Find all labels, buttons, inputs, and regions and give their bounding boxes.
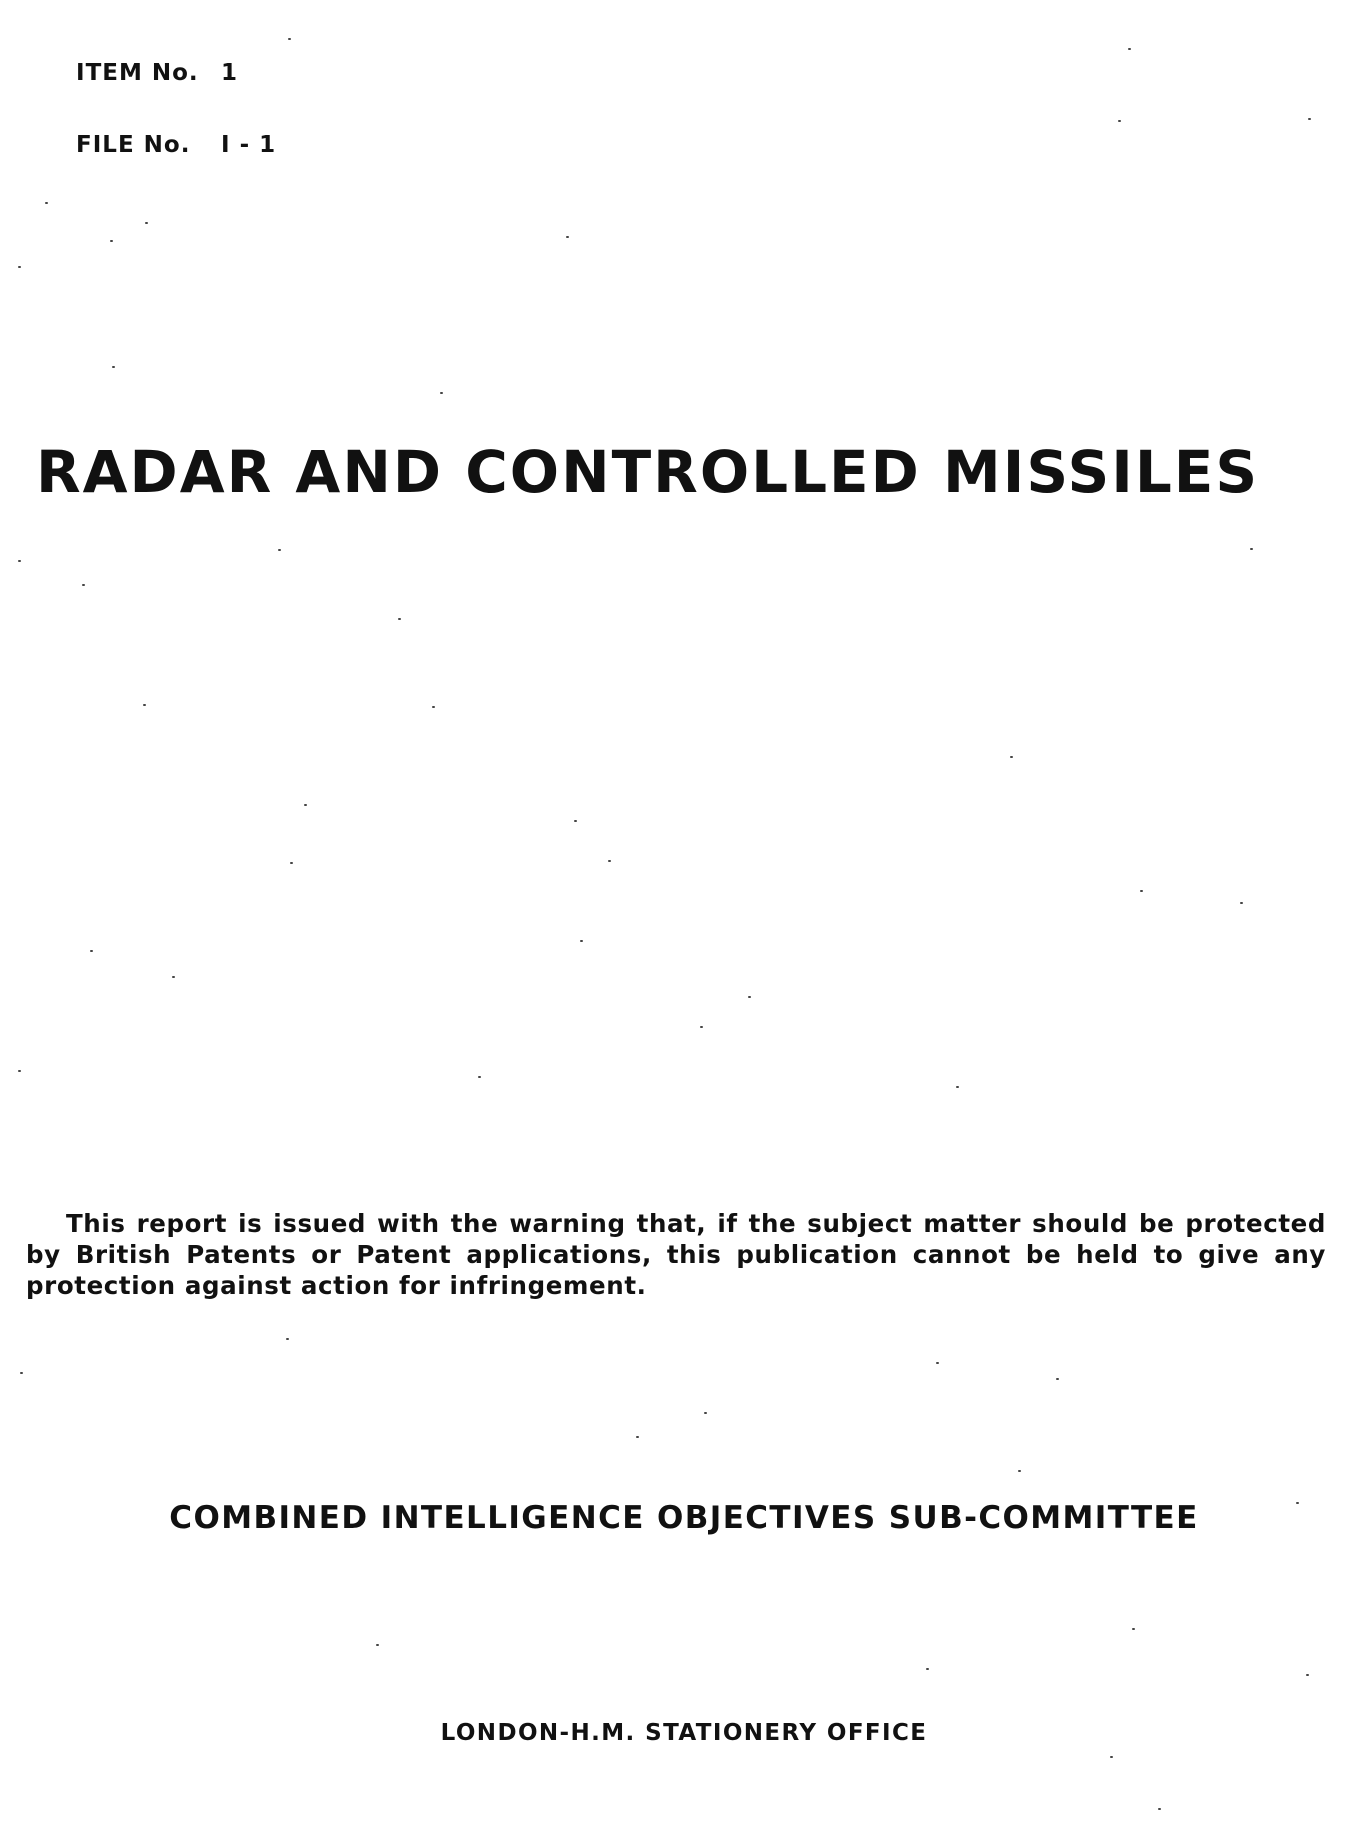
- publisher-line: LONDON-H.M. STATIONERY OFFICE: [440, 1720, 928, 1746]
- file-number-value: I - 1: [221, 132, 277, 158]
- item-number-label: ITEM No.: [76, 60, 199, 86]
- patent-warning-paragraph: This report is issued with the warning that, if the subject matter should be protected by British Patents or Patent applications, this publication cannot be held to give any protection against action for infringement.: [26, 1208, 1326, 1300]
- committee-name: COMBINED INTELLIGENCE OBJECTIVES SUB-COMMITTEE: [169, 1500, 1199, 1536]
- file-number: [40, 106, 276, 184]
- item-number: [40, 34, 238, 112]
- item-number-value: 1: [221, 60, 239, 86]
- file-number-label: FILE No.: [76, 132, 191, 158]
- document-title: RADAR AND CONTROLLED MISSILES: [36, 438, 1260, 506]
